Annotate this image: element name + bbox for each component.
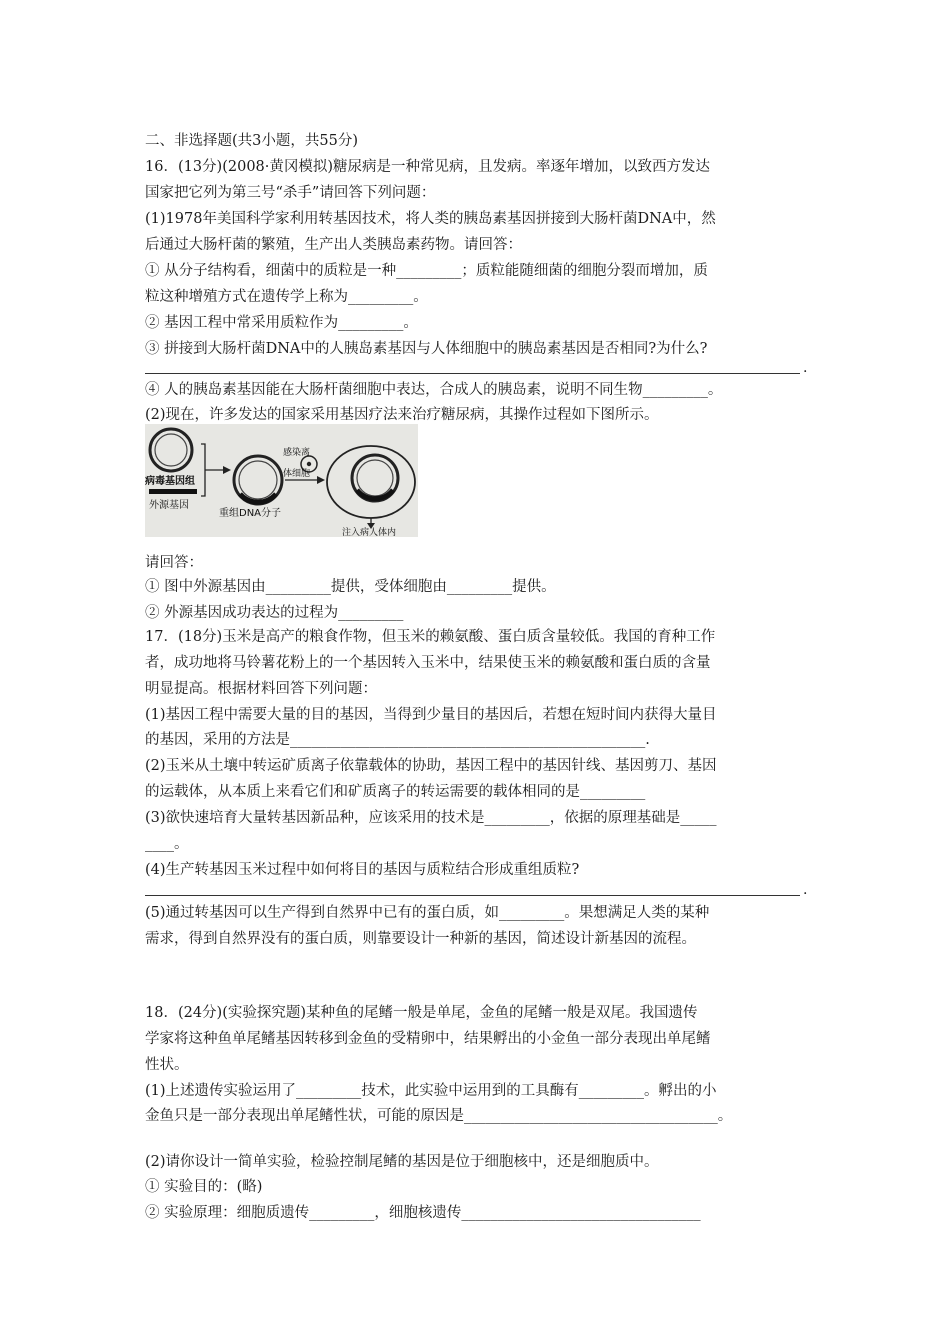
gene-therapy-diagram <box>145 424 418 537</box>
label-foreign-gene: 外源基因 <box>149 500 189 511</box>
q17-answer-line <box>145 895 800 896</box>
foreign-gene-bar <box>149 489 197 494</box>
q17-line-12: (5)通过转基因可以生产得到自然界中已有的蛋白质，如_________。果想满足人类的某种 <box>145 905 710 921</box>
label-infect-1: 感染离 <box>283 448 311 458</box>
q18-line-6: (2)请你设计一简单实验，检验控制尾鳍的基因是位于细胞核中，还是细胞质中。 <box>145 1154 659 1170</box>
q16-line-8: ③ 拼接到大肠杆菌DNA中的人胰岛素基因与人体细胞中的胰岛素基因是否相同?为什么? <box>145 341 708 357</box>
q18-line-2: 学家将这种鱼单尾鳍基因转移到金鱼的受精卵中，结果孵出的小金鱼一部分表现出单尾鳍 <box>145 1031 711 1047</box>
q17-line-8: (3)欲快速培育大量转基因新品种，应该采用的技术是_________，依据的原理基础是_____ <box>145 810 717 826</box>
arrow-2 <box>317 476 325 484</box>
q17-line-10: (4)生产转基因玉米过程中如何将目的基因与质粒结合形成重组质粒? <box>145 862 580 878</box>
q16-line-10: ④ 人的胰岛素基因能在大肠杆菌细胞中表达，合成人的胰岛素，说明不同生物_________。 <box>145 382 723 398</box>
q16-line-12: 请回答： <box>145 555 203 571</box>
virus-genome-circle <box>150 429 192 471</box>
arrow-1 <box>223 466 231 474</box>
q18-line-5: 金鱼只是一部分表现出单尾鳍性状，可能的原因是___________________________________。 <box>145 1108 733 1124</box>
q16-line-13: ① 图中外源基因由_________提供，受体细胞由_________提供。 <box>145 579 556 595</box>
q18-line-3: 性状。 <box>145 1057 189 1073</box>
q17-line-6: (2)玉米从土壤中转运矿质离子依靠载体的协助，基因工程中的基因针线、基因剪刀、基因 <box>145 758 717 774</box>
q17-line-1: 17．(18分)玉米是高产的粮食作物，但玉米的赖氨酸、蛋白质含量较低。我国的育种工作 <box>145 629 716 645</box>
label-inject: 注入病人体内 <box>342 528 397 537</box>
bracket <box>201 444 205 496</box>
q16-line-6: 粒这种增殖方式在遗传学上称为_________。 <box>145 289 428 305</box>
q16-line-7: ② 基因工程中常采用质粒作为_________。 <box>145 315 418 331</box>
q17-line-7: 的运载体，从本质上来看它们和矿质离子的转运需要的载体相同的是_________ <box>145 784 646 800</box>
q18-line-4: (1)上述遗传实验运用了_________技术，此实验中运用到的工具酶有_________。孵出的小 <box>145 1083 717 1099</box>
q18-line-1: 18．(24分)(实验探究题)某种鱼的尾鳍一般是单尾，金鱼的尾鳍一般是双尾。我国遗传 <box>145 1005 698 1021</box>
q16-line-14: ② 外源基因成功表达的过程为_________ <box>145 605 404 621</box>
label-recombinant-dna: 重组DNA分子 <box>219 508 282 519</box>
q16-line-4: 后通过大肠杆菌的繁殖，生产出人类胰岛素药物。请回答： <box>145 237 522 253</box>
q16-answer-line-end: . <box>803 360 808 376</box>
q17-line-3: 明显提高。根据材料回答下列问题： <box>145 681 377 697</box>
q16-line-11: (2)现在，许多发达的国家采用基因疗法来治疗糖尿病，其操作过程如下图所示。 <box>145 407 659 423</box>
q16-line-1: 16．(13分)(2008·黄冈模拟)糖尿病是一种常见病，且发病。率逐年增加，以致西方发达 <box>145 159 711 175</box>
q17-line-9: ____。 <box>145 836 189 852</box>
q17-line-4: (1)基因工程中需要大量的目的基因，当得到少量目的基因后，若想在短时间内获得大量目 <box>145 707 717 723</box>
q16-answer-line <box>145 373 800 374</box>
q16-line-2: 国家把它列为第三号“杀手”请回答下列问题： <box>145 185 436 201</box>
q17-line-5: 的基因，采用的方法是_________________________________________________. <box>145 732 650 748</box>
q18-line-8: ② 实验原理：细胞质遗传_________，细胞核遗传_________________________________ <box>145 1205 701 1221</box>
label-virus-genome: 病毒基因组 <box>145 476 195 487</box>
q17-answer-line-end: . <box>803 882 808 898</box>
q18-line-7: ① 实验目的：(略) <box>145 1179 263 1195</box>
q16-line-5: ① 从分子结构看，细菌中的质粒是一种_________；质粒能随细菌的细胞分裂而增加，质 <box>145 263 708 279</box>
section-heading: 二、非选择题(共3小题，共55分) <box>145 133 358 149</box>
q17-line-13: 需求，得到自然界没有的蛋白质，则靠要设计一种新的基因，简述设计新基因的流程。 <box>145 931 696 947</box>
label-infect-2: 体细胞 <box>283 469 311 479</box>
q17-line-2: 者，成功地将马铃薯花粉上的一个基因转入玉米中，结果使玉米的赖氨酸和蛋白质的含量 <box>145 655 711 671</box>
q16-line-3: (1)1978年美国科学家利用转基因技术，将人类的胰岛素基因拼接到大肠杆菌DNA中，然 <box>145 211 716 227</box>
